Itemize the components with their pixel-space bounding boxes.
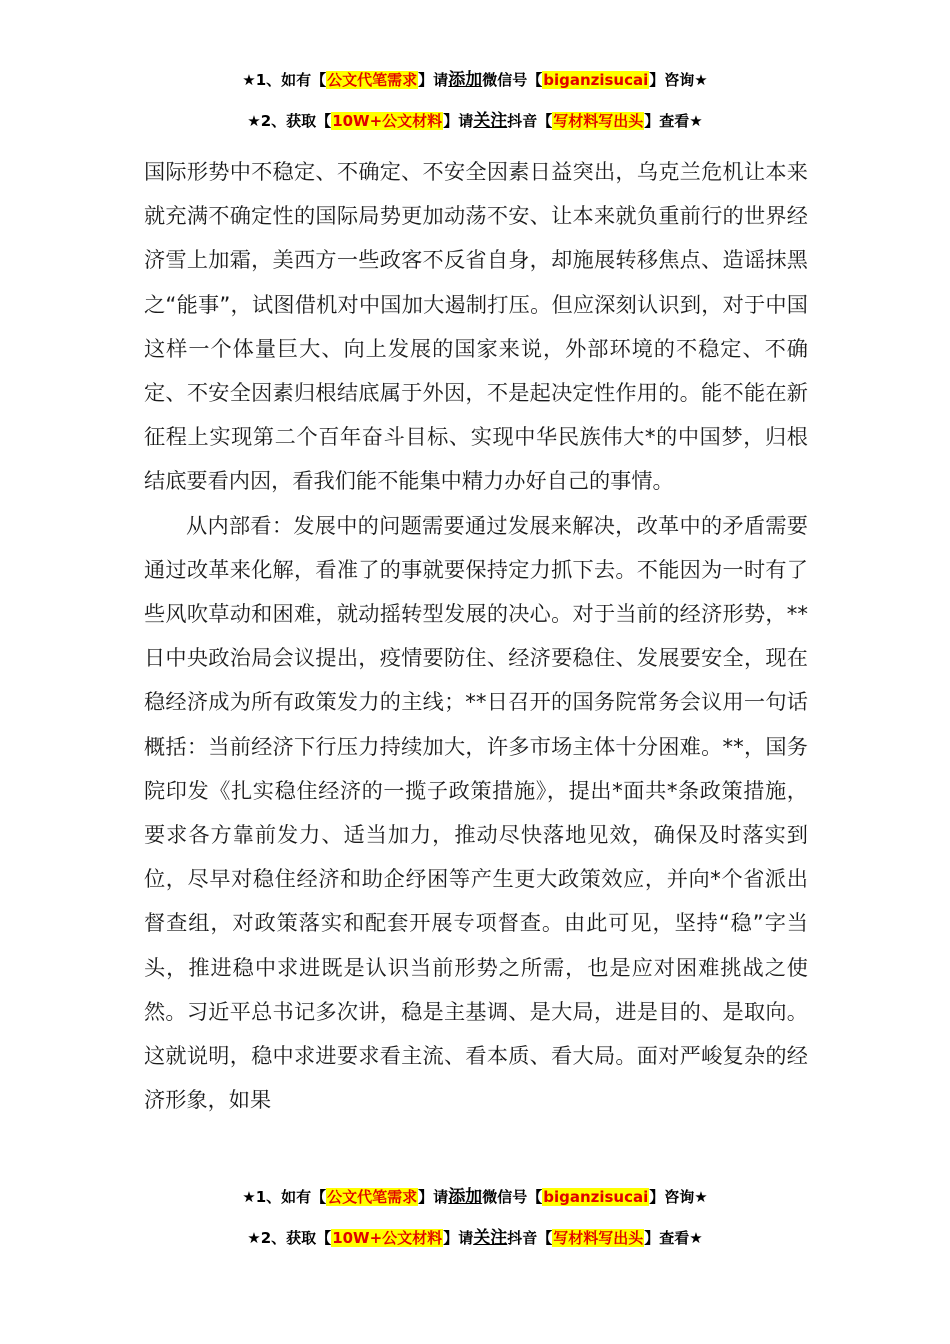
header-promo-line-1 [0,70,950,90]
header-promo-line-2 [0,111,950,131]
footer-line2-prefix: ★2、获取【 [247,1229,332,1247]
footer-line1-highlight-wechat: biganzisucai [543,1188,649,1206]
header-line2-suffix: 】查看★ [644,112,703,130]
header-line1-highlight-service: 公文代笔需求 [327,71,418,89]
footer-line2-highlight-douyin: 写材料写出头 [553,1229,644,1247]
header-line2-mid2: 抖音【 [507,112,553,130]
body-paragraph-2: 从内部看：发展中的问题需要通过发展来解决，改革中的矛盾需要通过改革来化解，看准了的事就要保持定力抓下去。不能因为一时有了些风吹草动和困难，就动摇转型发展的决心。对于当前的经济形势，**日中央政治局会议提出，疫情要防住、经济要稳住、发展要安全，现在稳经济成为所有政策发力的主线；**日召开的国务院常务会议用一句话概括：当前经济下行压力持续加大，许多市场主体十分困难。**，国务院印发《扎实稳住经济的一揽子政策措施》，提出*面共*条政策措施，要求各方靠前发力、适当加力，推动尽快落地见效，确保及时落实到位，尽早对稳住经济和助企纾困等产生更大政策效应，并向*个省派出督查组，对政策落实和配套开展专项督查。由此可见，坚持“稳”字当头，推进稳中求进既是认识当前形势之所需，也是应对困难挑战之使然。习近平总书记多次讲，稳是主基调、是大局，进是目的、是取向。这就说明，稳中求进要求看主流、看本质、看大局。面对严峻复杂的经济形象，如果 [144,512,808,1113]
footer-promo-line-2 [0,1228,950,1248]
footer-line2-highlight-materials: 10W+公文材料 [332,1229,443,1247]
footer-line2-mid2: 抖音【 [507,1229,553,1247]
footer-line1-highlight-service: 公文代笔需求 [327,1188,418,1206]
header-line2-prefix: ★2、获取【 [247,112,332,130]
header-line1-underlined: 添加 [448,70,483,90]
header-line1-prefix: ★1、如有【 [242,71,327,89]
footer-line1-mid1: 】请 [418,1188,449,1206]
body-paragraph-1: 国际形势中不稳定、不确定、不安全因素日益突出，乌克兰危机让本来就充满不确定性的国际局势更加动荡不安、让本来就负重前行的世界经济雪上加霜，美西方一些政客不反省自身，却施展转移焦点、造谣抹黑之“能事”，试图借机对中国加大遏制打压。但应深刻认识到，对于中国这样一个体量巨大、向上发展的国家来说，外部环境的不稳定、不确定、不安全因素归根结底属于外因，不是起决定性作用的。能不能在新征程上实现第二个百年奋斗目标、实现中华民族伟大*的中国梦，归根结底要看内因，看我们能不能集中精力办好自己的事情。 [144,159,808,494]
header-line1-mid1: 】请 [418,71,449,89]
footer-line2-underlined: 关注 [473,1228,508,1248]
footer-line1-mid2: 微信号【 [482,1188,543,1206]
document-body [144,150,808,1122]
footer-promo-line-1 [0,1187,950,1207]
footer-line1-prefix: ★1、如有【 [242,1188,327,1206]
header-line1-suffix: 】咨询★ [649,71,708,89]
footer-line1-underlined: 添加 [448,1187,483,1207]
footer-line2-suffix: 】查看★ [644,1229,703,1247]
footer-line1-suffix: 】咨询★ [649,1188,708,1206]
header-line2-underlined: 关注 [473,111,508,131]
header-line1-mid2: 微信号【 [482,71,543,89]
header-line1-highlight-wechat: biganzisucai [543,71,649,89]
header-line2-highlight-materials: 10W+公文材料 [332,112,443,130]
header-line2-mid1: 】请 [443,112,474,130]
header-line2-highlight-douyin: 写材料写出头 [553,112,644,130]
footer-line2-mid1: 】请 [443,1229,474,1247]
